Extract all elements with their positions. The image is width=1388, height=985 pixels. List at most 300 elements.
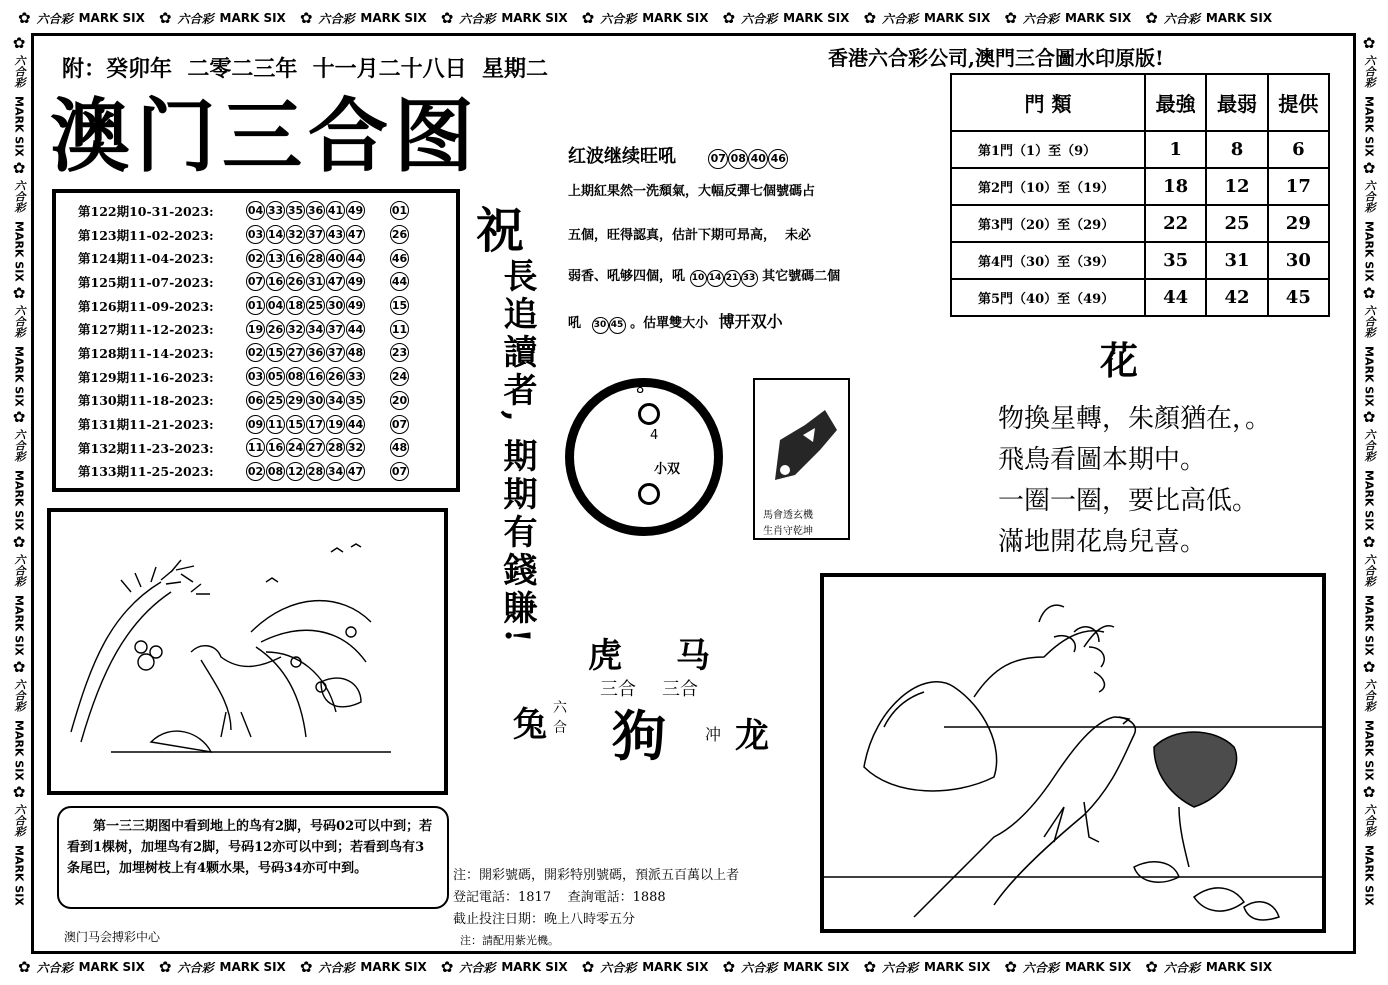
red-wave-text-4-balls [592, 316, 626, 331]
logo-text: 六合彩 [882, 960, 919, 975]
number-ball: 33 [741, 270, 758, 287]
border-unit [11, 657, 27, 785]
number-ball: 33 [266, 201, 285, 220]
number-ball: 04 [246, 201, 265, 220]
logo-text: 六合彩 [13, 429, 26, 463]
border-unit [11, 283, 27, 411]
number-ball: 35 [286, 201, 305, 220]
number-ball: 47 [346, 225, 365, 244]
zodiac-liuhe-b: 合 [553, 720, 567, 736]
special-ball: 20 [390, 391, 409, 410]
flower-icon: ✿ [1145, 8, 1158, 27]
mark-six-text: MARK SIX [1362, 595, 1376, 656]
red-wave-title-text: 红波继续旺吼 [568, 146, 676, 167]
number-ball: 34 [306, 320, 325, 339]
wish-big-char: 祝 [476, 203, 525, 259]
slogan: 香港六合彩公司,澳門三合圖水印原版! [828, 46, 1164, 70]
border-unit [11, 782, 27, 910]
draw-row [78, 199, 448, 223]
logo-text: 六合彩 [459, 11, 496, 26]
red-wave-text-3-post: 其它號碼二個 [762, 269, 841, 284]
red-wave-text-4-post: 。估單雙大小 [630, 316, 709, 331]
flower-icon: ✿ [581, 957, 595, 976]
number-ball: 24 [286, 438, 305, 457]
card-caption-2: 生肖守乾坤 [763, 526, 813, 537]
red-wave-title [568, 142, 788, 169]
number-ball: 08 [266, 462, 285, 481]
red-wave-text-4 [568, 309, 783, 334]
number-ball: 45 [609, 317, 626, 334]
number-ball: 13 [266, 249, 285, 268]
border-unit [14, 959, 155, 976]
number-ball: 16 [286, 249, 305, 268]
red-wave-text-1: 上期紅果然一洗頹氣，大幅反彈七個號碼占 [568, 184, 816, 199]
border-unit [296, 959, 437, 976]
logo-text: 六合彩 [1022, 960, 1059, 975]
border-unit [1361, 782, 1377, 910]
special-ball: 23 [390, 343, 409, 362]
border-bottom [0, 953, 1388, 981]
border-unit [296, 10, 437, 27]
poem-line-1: 物換星轉，朱顏猶在，。 [998, 404, 1272, 434]
mark-six-text: MARK SIX [924, 960, 991, 974]
border-unit [578, 10, 719, 27]
number-ball: 05 [266, 367, 285, 386]
gate-offer: 30 [1268, 242, 1329, 279]
flower-icon: ✿ [1004, 8, 1017, 27]
draw-history-box [52, 189, 460, 492]
border-unit [1361, 410, 1377, 535]
number-ball: 41 [326, 201, 345, 220]
number-ball: 44 [346, 415, 365, 434]
special-ball: 07 [390, 462, 409, 481]
gate-offer: 6 [1268, 131, 1329, 168]
red-wave-text-4-tail: 博开双小 [718, 312, 783, 331]
flower-icon: ✿ [1145, 957, 1158, 976]
hint-box [57, 806, 449, 909]
gate-offer: 17 [1268, 168, 1329, 205]
draw-label: 第129期11-16-2023: [78, 369, 214, 385]
border-unit [719, 10, 860, 27]
draw-label: 第132期11-23-2023: [78, 440, 214, 456]
note-line-1: 注：開彩號碼，開彩特別號碼，預派五百萬以上者 [453, 868, 740, 883]
gate-label: 第2門（10）至（19） [951, 168, 1145, 205]
mark-six-text: MARK SIX [1362, 96, 1376, 157]
number-ball: 16 [266, 272, 285, 291]
number-ball: 32 [286, 225, 305, 244]
number-ball: 08 [728, 149, 748, 169]
number-ball: 46 [768, 149, 788, 169]
wish-line-2: 期期有錢賺! [497, 438, 537, 647]
zodiac-sanhe-2: 三合 [662, 679, 698, 700]
draw-row [78, 341, 448, 365]
logo-text: 六合彩 [13, 678, 26, 712]
draw-label: 第133期11-25-2023: [78, 464, 214, 480]
draw-label: 第128期11-14-2023: [78, 345, 214, 361]
border-unit [11, 158, 27, 286]
gate-strong: 44 [1145, 279, 1206, 316]
special-ball: 11 [390, 320, 409, 339]
mark-six-text: MARK SIX [12, 96, 26, 157]
number-ball: 32 [286, 320, 305, 339]
number-ball: 35 [346, 391, 365, 410]
logo-text: 六合彩 [36, 960, 73, 975]
border-unit [155, 10, 296, 27]
gate-label: 第4門（30）至（39） [951, 242, 1145, 279]
red-wave-text-4-pre: 吼 [568, 316, 582, 331]
number-ball: 03 [246, 225, 265, 244]
zodiac-sanhe-1: 三合 [600, 679, 636, 700]
draw-label: 第125期11-07-2023: [78, 274, 214, 290]
flower-icon: ✿ [1362, 158, 1376, 177]
gate-weak: 25 [1206, 205, 1267, 242]
gate-offer: 45 [1268, 279, 1329, 316]
gate-offer: 29 [1268, 205, 1329, 242]
number-ball: 30 [592, 317, 609, 334]
border-unit [437, 10, 578, 27]
gate-strong: 18 [1145, 168, 1206, 205]
number-ball: 25 [266, 391, 285, 410]
number-ball: 04 [266, 296, 285, 315]
number-ball: 31 [306, 272, 325, 291]
logo-text: 六合彩 [1163, 11, 1200, 26]
flower-icon: ✿ [18, 8, 31, 27]
logo-text: 六合彩 [1363, 55, 1376, 88]
date-line: 附：癸卯年 二零二三年 十一月二十八日 星期二 [62, 56, 548, 82]
border-right [1354, 36, 1384, 949]
number-ball: 36 [306, 343, 325, 362]
logo-text: 六合彩 [177, 11, 214, 26]
special-ball: 01 [390, 201, 409, 220]
border-unit [859, 959, 1000, 976]
zodiac-tiger: 虎 [588, 636, 622, 676]
red-wave-text-3-balls [690, 269, 758, 284]
border-unit [1361, 283, 1377, 411]
flower-icon: ✿ [12, 782, 26, 801]
flower-icon: ✿ [722, 8, 736, 27]
number-ball: 37 [306, 225, 325, 244]
border-unit [11, 36, 27, 161]
draw-label: 第126期11-09-2023: [78, 298, 214, 314]
logo-text: 六合彩 [1363, 554, 1376, 588]
mark-six-text: MARK SIX [1362, 844, 1376, 906]
gate-row [951, 131, 1329, 168]
logo-text: 六合彩 [1163, 960, 1200, 975]
mark-six-text: MARK SIX [1362, 470, 1376, 532]
number-ball: 30 [306, 391, 325, 410]
border-unit [859, 10, 1000, 27]
flower-icon: ✿ [158, 8, 172, 27]
logo-text: 六合彩 [600, 960, 637, 975]
mark-six-text: MARK SIX [78, 960, 145, 974]
draw-label: 第130期11-18-2023: [78, 393, 214, 409]
mark-six-text: MARK SIX [1064, 960, 1132, 974]
mystery-card [753, 378, 850, 540]
border-unit [1141, 10, 1282, 27]
flower-icon: ✿ [1362, 657, 1376, 676]
mark-six-text: MARK SIX [360, 11, 427, 25]
border-unit [1361, 535, 1377, 660]
number-ball: 18 [286, 296, 305, 315]
mark-six-text: MARK SIX [360, 960, 427, 974]
flower-icon: ✿ [1362, 408, 1376, 427]
phoenix-illustration [47, 508, 448, 795]
draw-label: 第122期10-31-2023: [78, 203, 214, 219]
draw-row [78, 365, 448, 389]
number-ball: 02 [246, 343, 265, 362]
circle-ring-bottom [638, 483, 660, 505]
flower-icon: ✿ [1004, 957, 1017, 976]
border-left [4, 36, 34, 949]
number-ball: 34 [326, 462, 345, 481]
number-ball: 19 [246, 320, 265, 339]
mark-six-text: MARK SIX [783, 11, 850, 25]
border-unit [578, 959, 719, 976]
flower-icon: ✿ [12, 533, 26, 552]
mark-six-text: MARK SIX [501, 11, 568, 25]
border-unit [11, 535, 27, 660]
draw-row [78, 294, 448, 318]
number-ball: 07 [246, 272, 265, 291]
red-wave-text-3 [568, 265, 840, 287]
mark-six-text: MARK SIX [12, 844, 26, 906]
circle-num-top: 8 [636, 382, 645, 397]
gate-strong: 22 [1145, 205, 1206, 242]
mark-six-text: MARK SIX [1205, 11, 1273, 25]
red-wave-balls [708, 146, 788, 167]
flower-icon: ✿ [581, 8, 595, 27]
flower-icon: ✿ [863, 957, 877, 976]
zodiac-horse: 马 [676, 636, 710, 676]
gate-header-weak: 最弱 [1206, 74, 1267, 131]
draw-label: 第124期11-04-2023: [78, 251, 214, 267]
number-ball: 09 [246, 415, 265, 434]
mark-six-text: MARK SIX [12, 595, 26, 656]
gate-row [951, 205, 1329, 242]
border-unit [437, 959, 578, 976]
mark-six-text: MARK SIX [12, 470, 26, 532]
flower-icon: ✿ [1362, 36, 1376, 52]
gate-weak: 8 [1206, 131, 1267, 168]
red-wave-text-2: 五個，旺得認真，估計下期可昻高， 未必 [568, 228, 812, 243]
ink-sketch [755, 380, 848, 500]
mark-six-text: MARK SIX [642, 11, 709, 25]
flower-icon: ✿ [299, 8, 313, 27]
mark-six-text: MARK SIX [783, 960, 850, 974]
flower-icon: ✿ [299, 957, 313, 976]
flower-icon: ✿ [12, 158, 26, 177]
number-ball: 32 [346, 438, 365, 457]
flower-icon: ✿ [1362, 782, 1376, 801]
circle-ring-top [638, 403, 660, 425]
mark-six-text: MARK SIX [78, 11, 145, 25]
number-ball: 37 [326, 343, 345, 362]
flower-icon: ✿ [12, 283, 26, 302]
draw-row [78, 389, 448, 413]
note-line-2: 登記電話：1817 查詢電話：1888 [453, 890, 666, 905]
logo-text: 六合彩 [13, 55, 26, 88]
number-ball: 40 [748, 149, 768, 169]
number-ball: 16 [266, 438, 285, 457]
number-ball: 02 [246, 462, 265, 481]
border-unit [11, 410, 27, 535]
number-ball: 44 [346, 249, 365, 268]
number-ball: 15 [286, 415, 305, 434]
draw-row [78, 270, 448, 294]
bird-sketch [824, 577, 1322, 929]
draw-label: 第131期11-21-2023: [78, 417, 214, 433]
gate-strong: 1 [1145, 131, 1206, 168]
flower-icon: ✿ [722, 957, 736, 976]
poem-title: 花 [1100, 338, 1139, 383]
draw-row [78, 223, 448, 247]
gate-row [951, 168, 1329, 205]
logo-text: 六合彩 [459, 960, 496, 975]
draw-row [78, 412, 448, 436]
flower-icon: ✿ [1362, 283, 1376, 302]
mark-six-text: MARK SIX [1205, 960, 1273, 974]
border-unit [1000, 959, 1141, 976]
number-ball: 11 [266, 415, 285, 434]
gate-header-strong: 最強 [1145, 74, 1206, 131]
number-ball: 36 [306, 201, 325, 220]
special-ball: 44 [390, 272, 409, 291]
gate-weak: 42 [1206, 279, 1267, 316]
logo-text: 六合彩 [13, 803, 26, 837]
number-ball: 27 [306, 438, 325, 457]
number-ball: 49 [346, 272, 365, 291]
border-unit [1361, 657, 1377, 785]
number-ball: 16 [306, 367, 325, 386]
card-caption-1: 馬會透玄機 [763, 510, 813, 521]
circle-label: 小双 [654, 462, 681, 477]
number-ball: 15 [266, 343, 285, 362]
number-ball: 17 [306, 415, 325, 434]
number-ball: 43 [326, 225, 345, 244]
mark-six-text: MARK SIX [1362, 719, 1376, 781]
logo-text: 六合彩 [882, 11, 919, 26]
mark-six-text: MARK SIX [12, 345, 26, 407]
flower-icon: ✿ [12, 408, 26, 427]
gate-strong: 35 [1145, 242, 1206, 279]
logo-text: 六合彩 [741, 960, 778, 975]
number-ball: 26 [266, 320, 285, 339]
number-ball: 10 [690, 270, 707, 287]
flower-icon: ✿ [12, 657, 26, 676]
mark-six-text: MARK SIX [1362, 220, 1376, 282]
note-line-3: 截止投注日期：晚上八時零五分 [453, 912, 636, 927]
number-ball: 30 [326, 296, 345, 315]
mark-six-text: MARK SIX [1362, 345, 1376, 407]
logo-text: 六合彩 [1363, 678, 1376, 712]
draw-row [78, 246, 448, 270]
logo-text: 六合彩 [1022, 11, 1059, 26]
number-ball: 11 [246, 438, 265, 457]
draw-row [78, 460, 448, 484]
draw-row [78, 436, 448, 460]
number-ball: 28 [306, 462, 325, 481]
mark-six-text: MARK SIX [642, 960, 709, 974]
special-ball: 24 [390, 367, 409, 386]
gate-row [951, 242, 1329, 279]
number-ball: 44 [346, 320, 365, 339]
number-ball: 48 [346, 343, 365, 362]
poem-line-4: 滿地開花鳥兒喜。 [998, 527, 1207, 557]
number-ball: 19 [326, 415, 345, 434]
number-ball: 02 [246, 249, 265, 268]
mark-six-text: MARK SIX [924, 11, 991, 25]
border-top [0, 4, 1388, 32]
gate-weak: 12 [1206, 168, 1267, 205]
border-unit [14, 10, 155, 27]
logo-text: 六合彩 [36, 11, 73, 26]
number-ball: 34 [326, 391, 345, 410]
draw-history-list [78, 199, 448, 483]
circle-diagram [565, 378, 723, 536]
gate-label: 第5門（40）至（49） [951, 279, 1145, 316]
flower-icon: ✿ [440, 957, 454, 976]
flower-icon: ✿ [158, 957, 172, 976]
hint-text: 第一三三期图中看到地上的鸟有2脚，号码02可以中到；若看到1棵树，加埋鸟有2脚，号码12亦可以中到；若看到鸟有3条尾巴，加埋树枝上有4颗水果，号码34亦可中到。 [67, 819, 433, 876]
number-ball: 01 [246, 296, 265, 315]
special-ball: 48 [390, 438, 409, 457]
border-unit [1361, 158, 1377, 286]
gate-label: 第1門（1）至（9） [951, 131, 1145, 168]
logo-text: 六合彩 [600, 11, 637, 26]
gate-row [951, 279, 1329, 316]
mark-six-text: MARK SIX [1064, 11, 1132, 25]
number-ball: 40 [326, 249, 345, 268]
border-unit [155, 959, 296, 976]
logo-text: 六合彩 [13, 554, 26, 588]
poem-line-3: 一圈一圈，要比高低。 [998, 486, 1259, 516]
number-ball: 21 [724, 270, 741, 287]
page-title: 澳门三合图 [50, 90, 480, 183]
logo-text: 六合彩 [318, 11, 355, 26]
phoenix-sketch [51, 512, 444, 791]
number-ball: 26 [326, 367, 345, 386]
number-ball: 47 [326, 272, 345, 291]
logo-text: 六合彩 [177, 960, 214, 975]
number-ball: 14 [266, 225, 285, 244]
number-ball: 03 [246, 367, 265, 386]
border-unit [1141, 959, 1282, 976]
number-ball: 27 [286, 343, 305, 362]
mark-six-text: MARK SIX [219, 960, 286, 974]
center-name: 澳门马会搏彩中心 [64, 930, 161, 944]
wish-line-1: 長追讀者, [497, 258, 537, 426]
note-line-4: 注：請配用紫光機。 [460, 934, 559, 947]
circle-num-mid: 4 [650, 428, 659, 443]
zodiac-rabbit: 兔 [513, 705, 547, 745]
zodiac-chong: 冲 [705, 725, 722, 744]
number-ball: 49 [346, 296, 365, 315]
flower-icon: ✿ [18, 957, 31, 976]
gate-header-offer: 提供 [1268, 74, 1329, 131]
special-ball: 07 [390, 415, 409, 434]
zodiac-dragon: 龙 [735, 716, 769, 756]
gate-table [950, 73, 1330, 317]
logo-text: 六合彩 [1363, 304, 1376, 338]
number-ball: 33 [346, 367, 365, 386]
poem-line-2: 飛鳥看圖本期中。 [998, 445, 1207, 475]
draw-row [78, 317, 448, 341]
bird-illustration [820, 573, 1326, 933]
draw-label: 第127期11-12-2023: [78, 322, 214, 338]
logo-text: 六合彩 [1363, 803, 1376, 837]
logo-text: 六合彩 [318, 960, 355, 975]
mark-six-text: MARK SIX [12, 220, 26, 282]
